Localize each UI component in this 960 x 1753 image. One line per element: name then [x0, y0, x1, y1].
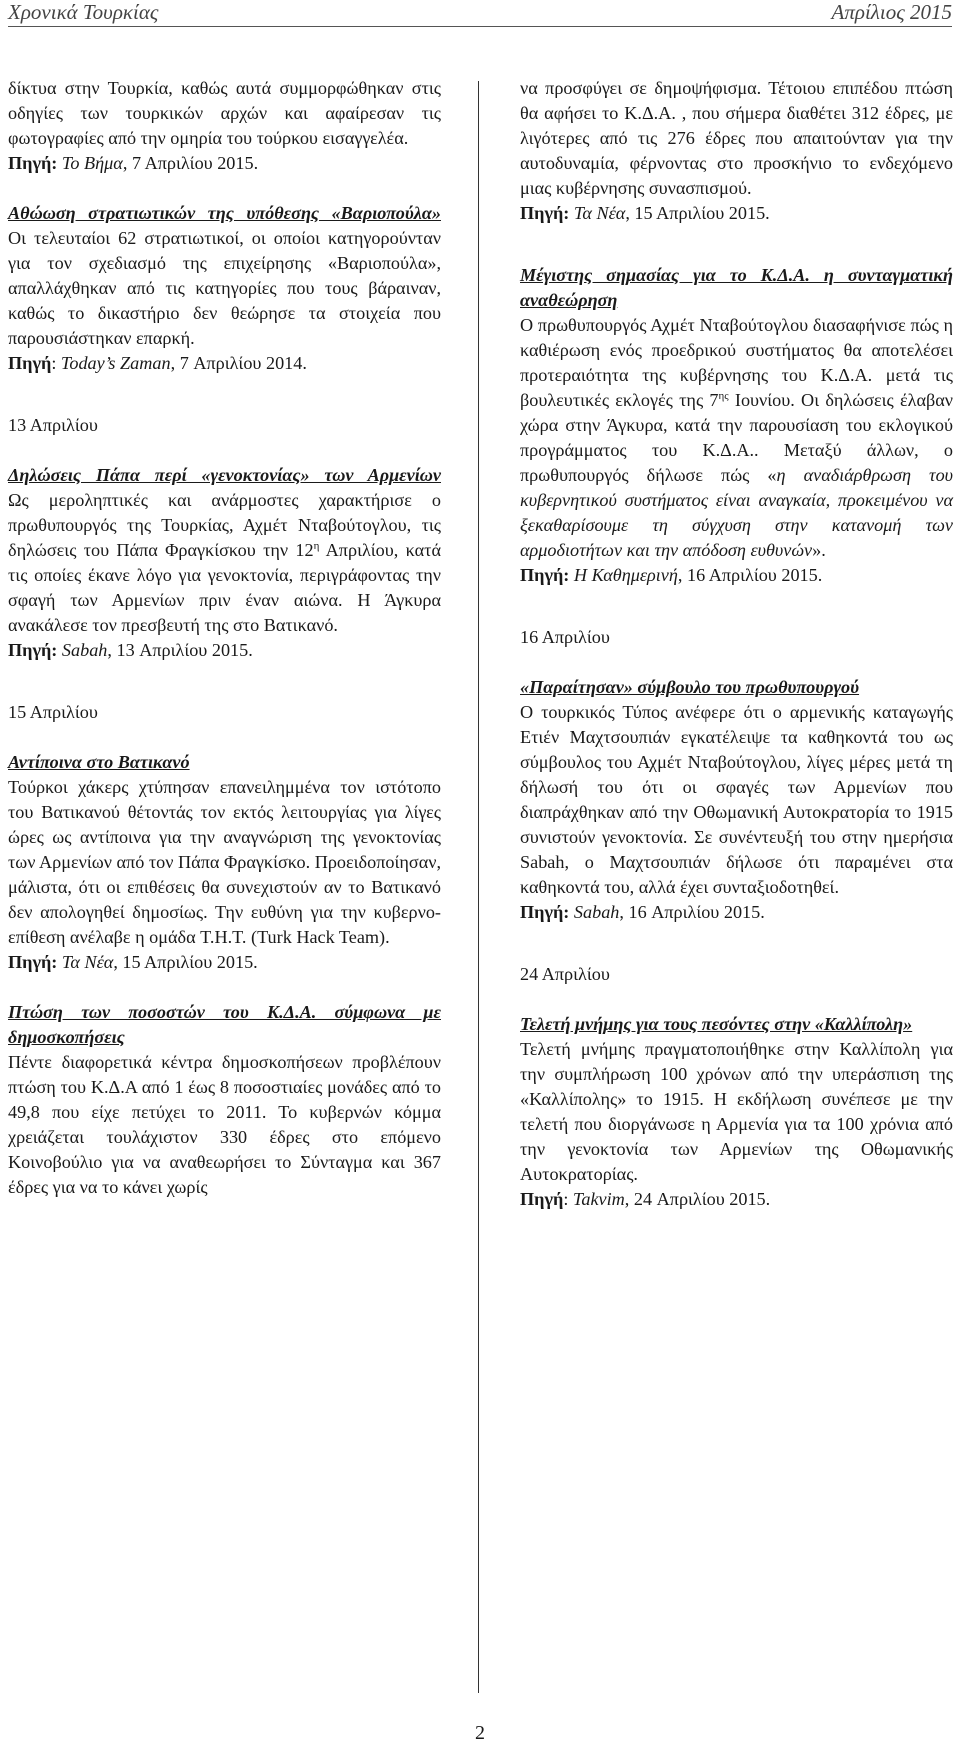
article-body: Πέντε διαφορετικά κέντρα δημοσκοπήσεων προβλέπουν πτώση του Κ.Δ.Α από 1 έως 8 ποσοστιαίες μονάδες από το 49,8 που είχε πετύχει το 2011. Το κυβερνών κόμμα χρειάζεται τουλάχιστον 330 έδρες στο επόμενο Κοινοβούλιο για να αναθεωρήσει το Σύνταγμα και 367 έδρες για να το κάνει χωρίς	[8, 1052, 441, 1197]
page-number: 2	[475, 1722, 485, 1744]
body-text: Ως μεροληπτικές και ανάρμοστες χαρακτήρισε ο πρωθυπουργός της Τουρκίας, Αχμέτ Νταβούτογλου, τις δηλώσεις του Πάπα Φραγκίσκου την 12	[8, 490, 441, 560]
article-heading: Αθώωση στρατιωτικών της υπόθεσης «Βαριοπούλα»	[8, 203, 441, 223]
source-publication: Τα Νέα	[573, 203, 626, 223]
body-text: Ιουνίου. Οι δηλώσεις έλαβαν χώρα στην Άγκυρα, κατά την παρουσίαση του εκλογικού προγράμματος του Κ.Δ.Α.. Μεταξύ άλλων, ο πρωθυπουργός δήλωσε πώς «	[520, 390, 954, 485]
body-text: Απριλίου, κατά τις οποίες έκανε λόγο για γενοκτονία, περιγράφοντας την σφαγή των Αρμενίων πριν έναν αιώνα. Η Άγκυρα ανακάλεσε τον πρεσβευτή της στο Βατικανό.	[8, 540, 441, 635]
spacer	[520, 987, 953, 1012]
article-body-continued: να προσφύγει σε δημοψήφισμα. Τέτοιου επιπέδου πτώση θα αφήσει το Κ.Δ.Α. , που σήμερα διαθέτει 312 έδρες, με λιγότερες από τις 276 έδρες που απαιτούνταν για την αυτοδυναμία, φέρνοντας στο προσκήνιο το ενδεχόμενο μιας κυβέρνησης συνασπισμού.	[520, 78, 953, 198]
article-heading: Πτώση των ποσοστών του Κ.Δ.Α. σύμφωνα με δημοσκοπήσεις	[8, 1002, 441, 1047]
article-body: Οι τελευταίοι 62 στρατιωτικοί, οι οποίοι κατηγορούνταν για τον σχεδιασμό της επιχείρησης «Βαριοπούλα», απαλλάχθηκαν από τις κατηγορίες που τους βάραιναν, καθώς το δικαστήριο δεν θεώρησε τα στοιχεία που παρουσιάστηκαν επαρκή.	[8, 228, 441, 348]
source-label: Πηγή	[8, 353, 52, 373]
source-date: , 15 Απριλίου 2015.	[113, 952, 258, 972]
source-date: , 16 Απριλίου 2015.	[619, 902, 765, 922]
article-body	[8, 488, 441, 638]
source-label: Πηγή	[520, 1189, 564, 1209]
article-heading: Δηλώσεις Πάπα περί «γενοκτονίας» των Αρμενίων	[8, 465, 441, 485]
source-publication: Sabah	[573, 902, 620, 922]
article-body	[520, 313, 953, 563]
source-date: , 7 Απριλίου 2015.	[122, 153, 259, 173]
source-publication: Takvim	[572, 1189, 625, 1209]
spacer	[520, 588, 953, 625]
issue-date: Απρίλιος 2015	[831, 0, 952, 24]
date-heading: 15 Απριλίου	[8, 702, 98, 722]
spacer	[8, 376, 441, 413]
source-date: , 13 Απριλίου 2015.	[107, 640, 253, 660]
article-heading: Τελετή μνήμης για τους πεσόντες στην «Καλλίπολη»	[520, 1014, 913, 1034]
article-source	[8, 638, 441, 663]
source-colon: :	[563, 1189, 569, 1209]
spacer	[520, 650, 953, 675]
date-heading: 13 Απριλίου	[8, 415, 98, 435]
source-date: , 15 Απριλίου 2015.	[625, 203, 770, 223]
source-date: , 16 Απριλίου 2015.	[677, 565, 823, 585]
publication-title: Χρονικά Τουρκίας	[8, 0, 159, 24]
source-colon: :	[51, 353, 57, 373]
spacer	[520, 226, 953, 263]
source-publication: Το Βήμα	[61, 153, 123, 173]
spacer	[8, 725, 441, 750]
source-publication: Today’s Zaman	[60, 353, 171, 373]
article-source	[8, 950, 441, 975]
quoted-statement: η αναδιάρθρωση του κυβερνητικού συστήματος είναι αναγκαία, προκειμένου να ξεκαθαρίσουμε τη σύγχυση στην κατανομή των αρμοδιοτήτων και την απόδοση ευθυνών	[520, 465, 954, 560]
source-label: Πηγή:	[8, 952, 58, 972]
date-heading: 16 Απριλίου	[520, 627, 610, 647]
left-column	[8, 76, 441, 1200]
spacer	[8, 176, 441, 201]
article-body: Ο τουρκικός Τύπος ανέφερε ότι ο αρμενικής καταγωγής Ετιέν Μαχτσουπιάν εγκατέλειψε τα καθηκοντά του ως σύμβουλος του Αχμέτ Νταβούτογλου, λίγες μέρες μετά τη δήλωσή του ότι οι σφαγές των Αρμενίων που διαπράχθηκαν από την Οθωμανική Αυτοκρατορία το 1915 συνιστούν γενοκτονία. Σε συνέντευξή του στην ημερήσια Sabah, ο Μαχτσουπιάν δήλωσε ότι παραμένει στα καθηκοντά του, αλλά έχει συνταξιοδοτηθεί.	[520, 702, 953, 897]
article-source	[520, 900, 953, 925]
article-heading: «Παραίτησαν» σύμβουλο του πρωθυπουργού	[520, 677, 860, 697]
article-source	[520, 201, 953, 226]
page-header	[8, 0, 952, 27]
body-text: ».	[812, 540, 826, 560]
source-label: Πηγή:	[520, 565, 570, 585]
spacer	[8, 663, 441, 700]
article-source	[8, 351, 441, 376]
spacer	[520, 925, 953, 962]
article-body: Τούρκοι χάκερς χτύπησαν επανειλημμένα τον ιστότοπο του Βατικανού θέτοντάς τον εκτός λειτουργίας για λίγες ώρες ως αντίποινα για την αναγνώριση της γενοκτονίας των Αρμενίων από τον Πάπα Φραγκίσκο. Προειδοποίησαν, μάλιστα, ότι οι επιθέσεις θα συνεχιστούν αν το Βατικανό δεν απολογηθεί δημοσίως. Την ευθύνη για την κυβερνο-επίθεση ανέλαβε η ομάδα T.H.T. (Turk Hack Team).	[8, 777, 441, 947]
source-publication: Τα Νέα	[61, 952, 114, 972]
column-divider	[478, 81, 479, 1693]
intro-paragraph: δίκτυα στην Τουρκία, καθώς αυτά συμμορφώθηκαν στις οδηγίες των τουρκικών αρχών και αφαίρεσαν τις φωτογραφίες από την ομηρία του τούρκου εισαγγελέα.	[8, 78, 441, 148]
source-label: Πηγή:	[520, 203, 570, 223]
source-date: , 24 Απριλίου 2015.	[624, 1189, 771, 1209]
article-heading: Αντίποινα στο Βατικανό	[8, 752, 190, 772]
article-body: Τελετή μνήμης πραγματοποιήθηκε στην Καλλίπολη για την συμπλήρωση 100 χρόνων από την υπεράσπιση της «Καλλίπολης» το 1915. Η εκδήλωση συνέπεσε με την τελετή που διοργάνωσε η Αρμενία για τα 100 χρόνια από την γενοκτονία των Αρμενίων της Οθωμανικής Αυτοκρατορίας.	[520, 1039, 953, 1184]
ordinal-suffix: ης	[718, 389, 729, 402]
source-publication: Η Καθημερινή	[573, 565, 678, 585]
article-heading: Μέγιστης σημασίας για το Κ.Δ.Α. η συνταγματική αναθεώρηση	[520, 265, 953, 310]
spacer	[8, 438, 441, 463]
intro-source	[8, 151, 441, 176]
source-label: Πηγή:	[8, 153, 58, 173]
article-source	[520, 563, 953, 588]
right-column	[520, 76, 953, 1212]
source-date: , 7 Απριλίου 2014.	[170, 353, 307, 373]
source-publication: Sabah	[61, 640, 108, 660]
date-heading: 24 Απριλίου	[520, 964, 610, 984]
body-text: Ο πρωθυπουργός Αχμέτ Νταβούτογλου διασαφήνισε πώς η καθιέρωση ενός προεδρικού συστήματος θα αποτελέσει προτεραιότητα της κυβέρνησης του Κ.Δ.Α. μετά τις βουλευτικές εκλογές της 7	[520, 315, 953, 410]
article-source	[520, 1187, 953, 1212]
ordinal-suffix: η	[313, 539, 320, 552]
spacer	[8, 975, 441, 1000]
source-label: Πηγή:	[520, 902, 570, 922]
source-label: Πηγή:	[8, 640, 58, 660]
